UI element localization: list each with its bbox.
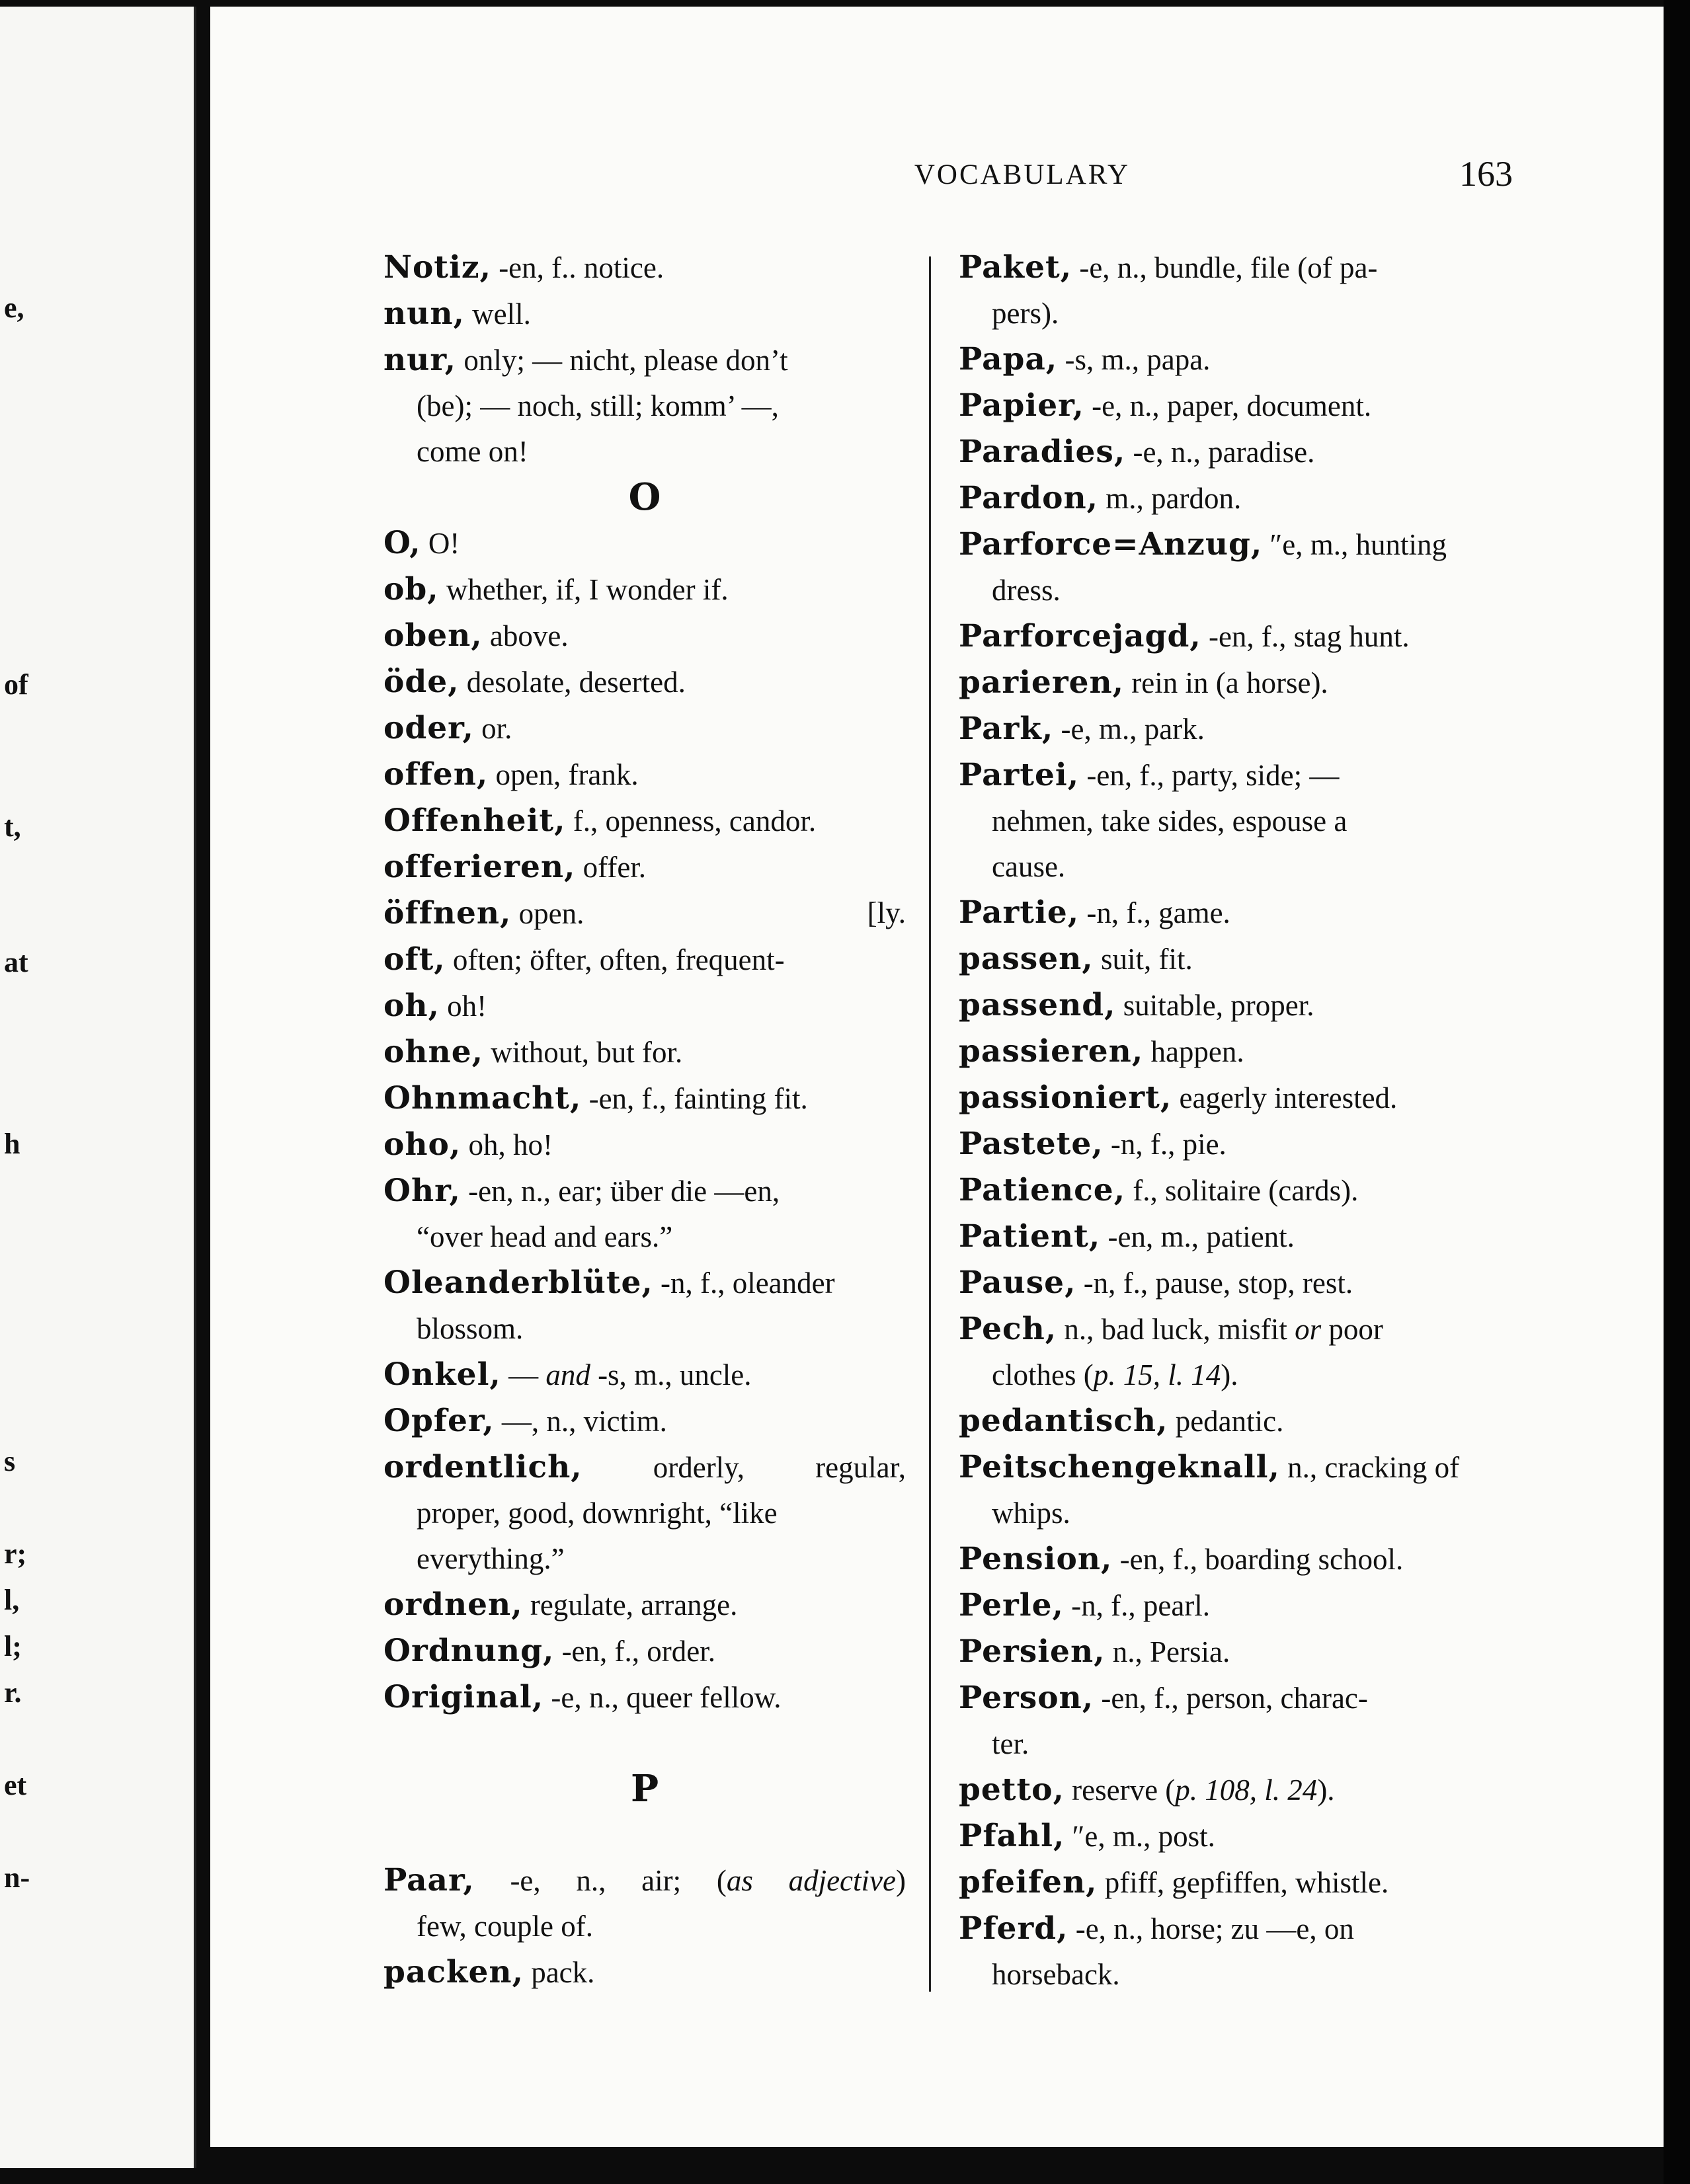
- vocab-entry: [959, 890, 1496, 936]
- headword: Partie,: [959, 894, 1080, 931]
- definition: O!: [421, 527, 460, 560]
- definition: -en, f., boarding school.: [1112, 1543, 1404, 1576]
- headword: Parforce=Anzug,: [959, 526, 1263, 563]
- headword: Onkel,: [383, 1356, 501, 1393]
- vocab-entry: [959, 522, 1496, 613]
- definition: open.: [511, 897, 584, 930]
- vocab-entry: [383, 1582, 906, 1628]
- definition: oh, ho!: [461, 1128, 553, 1161]
- headword: Pferd,: [959, 1910, 1068, 1947]
- prev-fragment: at: [4, 946, 28, 978]
- definition: -e, m., park.: [1053, 713, 1205, 746]
- definition: -n, f., game.: [1079, 896, 1230, 929]
- definition: pedantic.: [1168, 1405, 1284, 1438]
- vocab-entry: [959, 936, 1496, 982]
- prev-fragment: t,: [4, 810, 21, 843]
- definition: f., solitaire (cards).: [1125, 1174, 1359, 1207]
- definition: orderly, regular,: [582, 1451, 906, 1484]
- headword: oben,: [383, 617, 483, 654]
- definition: desolate, deserted.: [459, 666, 686, 699]
- definition: eagerly interested.: [1172, 1081, 1398, 1114]
- vocab-entry: [959, 383, 1496, 429]
- page-reference: p. 15, l. 14: [1093, 1358, 1221, 1391]
- definition: -en, f., party, side; —: [1079, 759, 1340, 792]
- definition: rein in (a horse).: [1124, 666, 1328, 699]
- prev-fragment: e,: [4, 292, 24, 324]
- definition: above.: [482, 619, 569, 652]
- vocab-entry: [383, 1674, 906, 1721]
- vocab-entry: [959, 429, 1496, 475]
- vocab-entry: [959, 475, 1496, 522]
- prev-fragment: s: [4, 1445, 16, 1477]
- headword: Peitschengeknall,: [959, 1449, 1280, 1485]
- definition-continued: cause.: [992, 850, 1066, 883]
- definition: -n, f., pearl.: [1063, 1589, 1211, 1622]
- definition: or.: [473, 712, 512, 745]
- definition-continued: dress.: [992, 574, 1061, 607]
- definition: —: [501, 1358, 546, 1391]
- vocab-entry: [959, 982, 1496, 1029]
- page-number: 163: [1459, 154, 1513, 194]
- headword: Pastete,: [959, 1126, 1104, 1162]
- definition: -en, f., order.: [554, 1635, 715, 1668]
- definition: -en, f., fainting fit.: [581, 1082, 808, 1115]
- prev-fragment: n-: [4, 1861, 30, 1894]
- headword: Papa,: [959, 341, 1058, 377]
- prev-fragment: h: [4, 1128, 20, 1160]
- previous-page-edge: [0, 7, 196, 2168]
- definition: -e, n., paradise.: [1125, 436, 1315, 469]
- vocab-entry: [959, 336, 1496, 383]
- column-divider: [929, 256, 931, 1992]
- headword: oft,: [383, 941, 446, 978]
- definition: -en, m., patient.: [1100, 1220, 1295, 1253]
- vocab-entry: [383, 705, 906, 752]
- vocab-entry: [383, 337, 906, 475]
- definition-continued: pers).: [992, 297, 1059, 330]
- definition-continued: proper, good, downright, “like: [417, 1497, 778, 1530]
- headword: Pause,: [959, 1265, 1076, 1301]
- headword: oho,: [383, 1126, 462, 1163]
- left-column: [383, 245, 906, 1996]
- headword: Ohr,: [383, 1173, 461, 1209]
- prev-fragment: l,: [4, 1584, 20, 1616]
- headword: Paar,: [383, 1862, 475, 1898]
- vocab-entry: [959, 1906, 1496, 1998]
- definition: ): [895, 1864, 906, 1897]
- headword: passen,: [959, 941, 1094, 977]
- headword: nun,: [383, 295, 465, 332]
- headword: passend,: [959, 987, 1116, 1023]
- definition: well.: [464, 297, 531, 331]
- vocab-entry: [383, 1949, 906, 1996]
- definition: -s, m., papa.: [1057, 343, 1211, 376]
- right-column: [959, 245, 1496, 1998]
- vocab-entry: [959, 1859, 1496, 1906]
- headword: parieren,: [959, 664, 1125, 701]
- definition-continued: blossom.: [417, 1312, 524, 1345]
- definition-continued: whips.: [992, 1497, 1070, 1530]
- definition: -n, f., oleander: [653, 1267, 835, 1300]
- definition: -e, n., horse; zu —e, on: [1068, 1912, 1354, 1945]
- headword: ohne,: [383, 1034, 483, 1070]
- headword: Patient,: [959, 1218, 1101, 1255]
- headword: Pfahl,: [959, 1818, 1065, 1854]
- section-letter-o: O: [628, 475, 661, 519]
- definition: suitable, proper.: [1115, 989, 1314, 1022]
- vocab-entry: [383, 566, 906, 613]
- definition: ).: [1317, 1774, 1335, 1807]
- prev-fragment: r.: [4, 1676, 22, 1709]
- definition: n., Persia.: [1105, 1635, 1230, 1668]
- headword: O,: [383, 525, 421, 561]
- definition: -n, f., pause, stop, rest.: [1076, 1267, 1353, 1300]
- headword: Perle,: [959, 1587, 1064, 1623]
- headword: nur,: [383, 342, 457, 378]
- vocab-entry: [383, 1628, 906, 1674]
- definition: -n, f., pie.: [1103, 1128, 1227, 1161]
- definition: poor: [1321, 1313, 1383, 1346]
- definition-continued: nehmen, take sides, espouse a: [992, 804, 1348, 838]
- definition: -s, m., uncle.: [590, 1358, 752, 1391]
- prev-fragment: of: [4, 668, 28, 701]
- headword: passioniert,: [959, 1079, 1172, 1116]
- headword: offen,: [383, 756, 489, 793]
- vocab-entry: [959, 613, 1496, 660]
- headword: Offenheit,: [383, 802, 566, 839]
- vocab-entry: [959, 1767, 1496, 1813]
- vocab-entry: [959, 1306, 1496, 1398]
- vocab-entry: [959, 1260, 1496, 1306]
- vocab-entry: [383, 245, 906, 291]
- headword: Patience,: [959, 1172, 1126, 1208]
- headword: Park,: [959, 711, 1054, 747]
- headword: ob,: [383, 571, 439, 607]
- headword: Notiz,: [383, 249, 491, 286]
- vocab-entry: [959, 1813, 1496, 1859]
- headword: Oleanderblüte,: [383, 1265, 653, 1301]
- page-reference: p. 108, l. 24: [1175, 1774, 1318, 1807]
- vocab-entry: [383, 1444, 906, 1582]
- headword: Parforcejagd,: [959, 618, 1201, 654]
- headword: Pech,: [959, 1311, 1057, 1347]
- headword: oder,: [383, 710, 474, 746]
- vocab-entry: [959, 1121, 1496, 1167]
- definition: only; — nicht, please don’t: [456, 344, 788, 377]
- headword: Pardon,: [959, 480, 1099, 516]
- vocab-entry: [959, 1398, 1496, 1444]
- headword: Original,: [383, 1679, 544, 1715]
- definition: n., cracking of: [1279, 1451, 1460, 1484]
- vocab-entry: [383, 983, 906, 1029]
- definition: regulate, arrange.: [522, 1588, 738, 1621]
- vocab-entry: [959, 1629, 1496, 1675]
- definition-italic: and: [545, 1358, 590, 1391]
- vocab-entry: [959, 1444, 1496, 1536]
- definition: pfiff, gepfiffen, whistle.: [1097, 1866, 1389, 1899]
- definition: without, but for.: [483, 1036, 683, 1069]
- definition: -en, f.. notice.: [491, 251, 664, 284]
- dictionary-page: [210, 7, 1664, 2147]
- definition: whether, if, I wonder if.: [438, 573, 729, 606]
- headword: öde,: [383, 664, 460, 700]
- definition: ″e, m., hunting: [1262, 528, 1447, 561]
- definition-continued: come on!: [417, 435, 528, 468]
- definition: f., openness, candor.: [565, 804, 817, 838]
- vocab-entry: [959, 752, 1496, 890]
- headword: petto,: [959, 1772, 1065, 1808]
- definition-continued: everything.”: [417, 1542, 565, 1575]
- definition: -e, n., paper, document.: [1084, 389, 1372, 422]
- headword: Persien,: [959, 1633, 1106, 1670]
- headword: Ordnung,: [383, 1633, 555, 1669]
- headword: offerieren,: [383, 849, 576, 885]
- definition: reserve (: [1064, 1774, 1176, 1807]
- vocab-entry: [383, 844, 906, 890]
- vocab-entry: [959, 1675, 1496, 1767]
- definition-continued: “over head and ears.”: [417, 1220, 673, 1253]
- headword: Paradies,: [959, 434, 1126, 470]
- definition-italic: or: [1295, 1313, 1322, 1346]
- definition: offer.: [575, 851, 647, 884]
- vocab-entry: [959, 245, 1496, 336]
- carryover-fragment: [ly.: [867, 896, 906, 929]
- definition-continued: (be); — noch, still; komm’ —,: [417, 389, 779, 422]
- definition: happen.: [1143, 1035, 1244, 1068]
- headword: Person,: [959, 1680, 1094, 1716]
- vocab-entry: [383, 752, 906, 798]
- headword: ordentlich,: [383, 1449, 583, 1485]
- vocab-entry: [383, 937, 906, 983]
- vocab-entry: [959, 1075, 1496, 1121]
- definition: clothes (: [992, 1358, 1094, 1391]
- headword: Ohnmacht,: [383, 1080, 582, 1116]
- vocab-entry: [959, 660, 1496, 706]
- definition: —, n., victim.: [494, 1405, 667, 1438]
- definition: n., bad luck, misfit: [1057, 1313, 1295, 1346]
- vocab-entry: [383, 613, 906, 659]
- vocab-entry: [959, 1214, 1496, 1260]
- vocab-entry: [383, 520, 906, 566]
- definition: m., pardon.: [1098, 482, 1242, 515]
- prev-fragment: l;: [4, 1630, 22, 1662]
- definition: open, frank.: [488, 758, 639, 791]
- headword: Partei,: [959, 757, 1080, 793]
- definition-continued: horseback.: [992, 1958, 1120, 1991]
- vocab-entry: [383, 659, 906, 705]
- vocab-entry: [383, 291, 906, 337]
- vocab-entry: [959, 1582, 1496, 1629]
- vocab-entry: [383, 1029, 906, 1075]
- headword: packen,: [383, 1954, 524, 1990]
- definition: ).: [1221, 1358, 1238, 1391]
- vocab-entry: [383, 1075, 906, 1122]
- vocab-entry: [959, 1029, 1496, 1075]
- vocab-entry: [959, 1536, 1496, 1582]
- running-title: VOCABULARY: [914, 159, 1131, 190]
- headword: Opfer,: [383, 1403, 495, 1439]
- prev-fragment: et: [4, 1769, 27, 1801]
- vocab-entry: [383, 798, 906, 844]
- headword: Pension,: [959, 1541, 1113, 1577]
- definition-italic: as adjective: [726, 1864, 896, 1897]
- headword: passieren,: [959, 1033, 1144, 1070]
- headword: pfeifen,: [959, 1864, 1098, 1900]
- definition: -en, n., ear; über die —en,: [460, 1175, 780, 1208]
- prev-fragment: r;: [4, 1538, 27, 1570]
- definition-continued: [959, 1352, 1496, 1398]
- page-edge-shadow: [1664, 0, 1690, 2184]
- definition: -en, f., stag hunt.: [1201, 620, 1410, 653]
- definition-continued: ter.: [992, 1727, 1029, 1760]
- headword: pedantisch,: [959, 1403, 1168, 1439]
- vocab-entry: [383, 1857, 906, 1949]
- definition: -e, n., air; (: [474, 1864, 727, 1897]
- vocab-entry: [383, 1398, 906, 1444]
- vocab-entry: [959, 1167, 1496, 1214]
- definition: -e, n., bundle, file (of pa-: [1072, 251, 1378, 284]
- definition: oh!: [439, 990, 487, 1023]
- vocab-entry: [383, 890, 906, 937]
- vocab-entry: [959, 706, 1496, 752]
- definition: ″e, m., post.: [1065, 1820, 1215, 1853]
- definition: -e, n., queer fellow.: [543, 1681, 782, 1714]
- vocab-entry: [383, 1122, 906, 1168]
- definition: often; öfter, often, frequent-: [445, 943, 785, 976]
- headword: Paket,: [959, 249, 1072, 286]
- vocab-entry: [383, 1260, 906, 1352]
- vocab-entry: [383, 1168, 906, 1260]
- definition: suit, fit.: [1093, 943, 1193, 976]
- vocab-entry: [383, 1352, 906, 1398]
- definition: pack.: [523, 1956, 595, 1989]
- headword: Papier,: [959, 387, 1084, 424]
- headword: ordnen,: [383, 1586, 523, 1623]
- definition: -en, f., person, charac-: [1094, 1682, 1368, 1715]
- section-letter-p: P: [630, 1767, 659, 1811]
- headword: oh,: [383, 988, 440, 1024]
- headword: öffnen,: [383, 895, 512, 931]
- definition-continued: few, couple of.: [417, 1910, 593, 1943]
